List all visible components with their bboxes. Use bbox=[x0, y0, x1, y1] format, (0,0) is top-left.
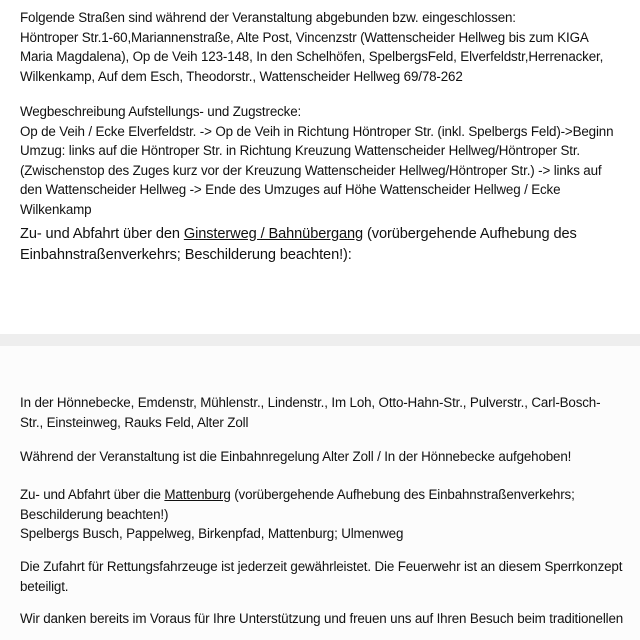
route-line: (Zwischenstop des Zuges kurz vor der Kreuzung Wattenscheider Hellweg/Höntroper Str.) -> links auf bbox=[20, 162, 602, 178]
route-line: Umzug: links auf die Höntroper Str. in Richtung Kreuzung Wattenscheider Hellweg/Höntroper Str. bbox=[20, 143, 580, 159]
access-suffix: (vorübergehende Aufhebung des bbox=[363, 226, 577, 242]
closed-streets-line: Maria Magdalena), Op de Veih 123-148, In den Schelhöfen, SpelbergsFeld, Elverfeldstr,Herrenacker, bbox=[20, 49, 604, 65]
emergency-line: beteiligt. bbox=[20, 578, 69, 594]
ginsterweg-link[interactable]: Ginsterweg / Bahnübergang bbox=[183, 226, 364, 242]
page-separator bbox=[0, 334, 640, 346]
closed-streets-paragraph bbox=[20, 8, 640, 86]
route-paragraph bbox=[20, 102, 640, 220]
access-line-2: Einbahnstraßenverkehrs; Beschilderung beachten!): bbox=[20, 247, 352, 263]
access-suffix: (vorübergehende Aufhebung des Einbahnstraßenverkehrs; bbox=[230, 487, 575, 502]
route-line: Wilkenkamp bbox=[20, 201, 92, 217]
emergency-paragraph bbox=[20, 557, 640, 596]
closed-streets-line: Höntroper Str.1-60,Mariannenstraße, Alte Post, Vincenzstr (Wattenscheider Hellweg bis zum KIGA bbox=[20, 29, 589, 45]
closed-streets-line: Wilkenkamp, Auf dem Esch, Theodorstr., Wattenscheider Hellweg 69/78-262 bbox=[20, 68, 463, 84]
thanks-paragraph bbox=[20, 609, 640, 629]
access-prefix: Zu- und Abfahrt über den bbox=[20, 226, 184, 242]
bottom-section bbox=[0, 346, 640, 640]
thanks-line: Wir danken bereits im Voraus für Ihre Unterstützung und freuen uns auf Ihren Besuch beim traditionellen bbox=[20, 611, 624, 626]
mattenburg-link[interactable]: Mattenburg bbox=[164, 487, 231, 502]
route-heading: Wegbeschreibung Aufstellungs- und Zugstrecke: bbox=[20, 104, 302, 119]
streets-line: Str., Einsteinweg, Rauks Feld, Alter Zoll bbox=[20, 414, 249, 430]
closed-streets-heading: Folgende Straßen sind während der Veranstaltung abgebunden bzw. eingeschlossen: bbox=[20, 10, 516, 25]
route-line: den Wattenscheider Hellweg -> Ende des Umzuges auf Höhe Wattenscheider Hellweg / Ecke bbox=[20, 182, 561, 198]
streets-paragraph bbox=[20, 393, 640, 432]
access-prefix: Zu- und Abfahrt über die bbox=[20, 487, 165, 502]
emergency-line: Die Zufahrt für Rettungsfahrzeuge ist jederzeit gewährleistet. Die Feuerwehr ist an diesem Sperrkonzept bbox=[20, 559, 623, 574]
streets-line: In der Hönnebecke, Emdenstr, Mühlenstr., Lindenstr., Im Loh, Otto-Hahn-Str., Pulverstr., Carl-Bosch- bbox=[20, 395, 601, 410]
one-way-notice bbox=[20, 447, 640, 467]
access-line bbox=[20, 485, 640, 505]
access-line bbox=[20, 224, 640, 245]
one-way-notice-text: Während der Veranstaltung ist die Einbahnregelung Alter Zoll / In der Hönnebecke aufgehoben! bbox=[20, 449, 572, 464]
route-line: Op de Veih / Ecke Elverfeldstr. -> Op de Veih in Richtung Höntroper Str. (inkl. Spelbergs Feld)->Beginn bbox=[20, 123, 614, 139]
access-paragraph-bottom bbox=[20, 485, 640, 544]
access-paragraph-top bbox=[20, 224, 640, 266]
access-streets-line: Spelbergs Busch, Pappelweg, Birkenpfad, Mattenburg; Ulmenweg bbox=[20, 526, 404, 542]
access-line-2: Beschilderung beachten!) bbox=[20, 506, 169, 522]
